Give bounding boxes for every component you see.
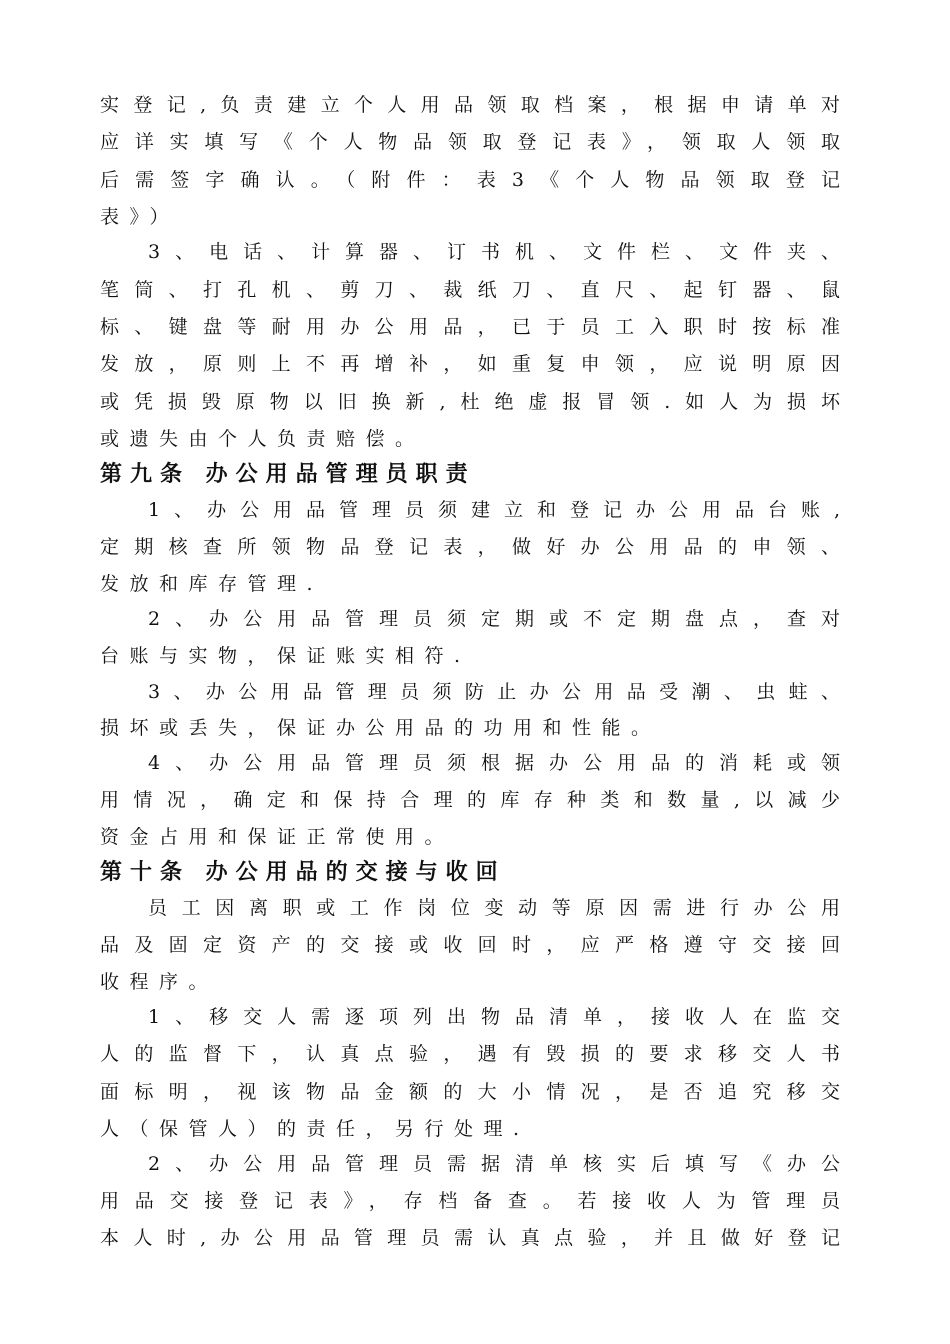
paragraph-line: 4、办公用品管理员须根据办公用品的消耗或领 (148, 752, 840, 774)
paragraph-line: 2、办公用品管理员需据清单核实后填写《办公 (148, 1153, 840, 1175)
paragraph-line: 人的监督下，认真点验，遇有毁损的要求移交人书 (100, 1043, 840, 1065)
paragraph-line: 资金占用和保证正常使用。 (100, 826, 455, 848)
section-heading: 第十条 办公用品的交接与收回 (100, 860, 506, 885)
paragraph-line: 1、办公用品管理员须建立和登记办公用品台账, (148, 499, 840, 521)
paragraph-line: 发放，原则上不再增补，如重复申领，应说明原因 (100, 353, 840, 375)
paragraph-line: 表》） (100, 206, 180, 228)
paragraph-line: 实登记,负责建立个人用品领取档案，根据申请单对 (100, 94, 840, 116)
paragraph-line: 台账与实物，保证账实相符. (100, 645, 471, 667)
paragraph-line: 或凭损毁原物以旧换新,杜绝虚报冒领.如人为损坏 (100, 391, 840, 413)
paragraph-line: 人（保管人）的责任，另行处理. (100, 1118, 530, 1140)
paragraph-line: 笔筒、打孔机、剪刀、裁纸刀、直尺、起钉器、鼠 (100, 279, 840, 301)
paragraph-line: 后需签字确认。（附件：表3《个人物品领取登记 (100, 169, 840, 191)
paragraph-line: 1、移交人需逐项列出物品清单，接收人在监交 (148, 1006, 840, 1028)
paragraph-line: 用品交接登记表》，存档备查。若接收人为管理员 (100, 1190, 840, 1212)
paragraph-line: 损坏或丢失，保证办公用品的功用和性能。 (100, 717, 661, 739)
paragraph-line: 用情况，确定和保持合理的库存种类和数量,以减少 (100, 789, 840, 811)
paragraph-line: 面标明，视该物品金额的大小情况，是否追究移交 (100, 1081, 840, 1103)
paragraph-line: 员工因离职或工作岗位变动等原因需进行办公用 (148, 897, 840, 919)
paragraph-line: 应详实填写《个人物品领取登记表》，领取人领取 (100, 131, 840, 153)
paragraph-line: 品及固定资产的交接或收回时，应严格遵守交接回 (100, 934, 840, 956)
paragraph-line: 3、办公用品管理员须防止办公用品受潮、虫蛀、 (148, 681, 840, 703)
paragraph-line: 本人时,办公用品管理员需认真点验，并且做好登记 (100, 1227, 840, 1249)
paragraph-line: 收程序。 (100, 971, 219, 993)
paragraph-line: 标、键盘等耐用办公用品，已于员工入职时按标准 (100, 316, 840, 338)
section-heading: 第九条 办公用品管理员职责 (100, 462, 476, 487)
paragraph-line: 发放和库存管理. (100, 573, 324, 595)
paragraph-line: 2、办公用品管理员须定期或不定期盘点，查对 (148, 608, 840, 630)
paragraph-line: 3、电话、计算器、订书机、文件栏、文件夹、 (148, 241, 840, 263)
paragraph-line: 定期核查所领物品登记表，做好办公用品的申领、 (100, 536, 840, 558)
paragraph-line: 或遗失由个人负责赔偿。 (100, 428, 425, 450)
